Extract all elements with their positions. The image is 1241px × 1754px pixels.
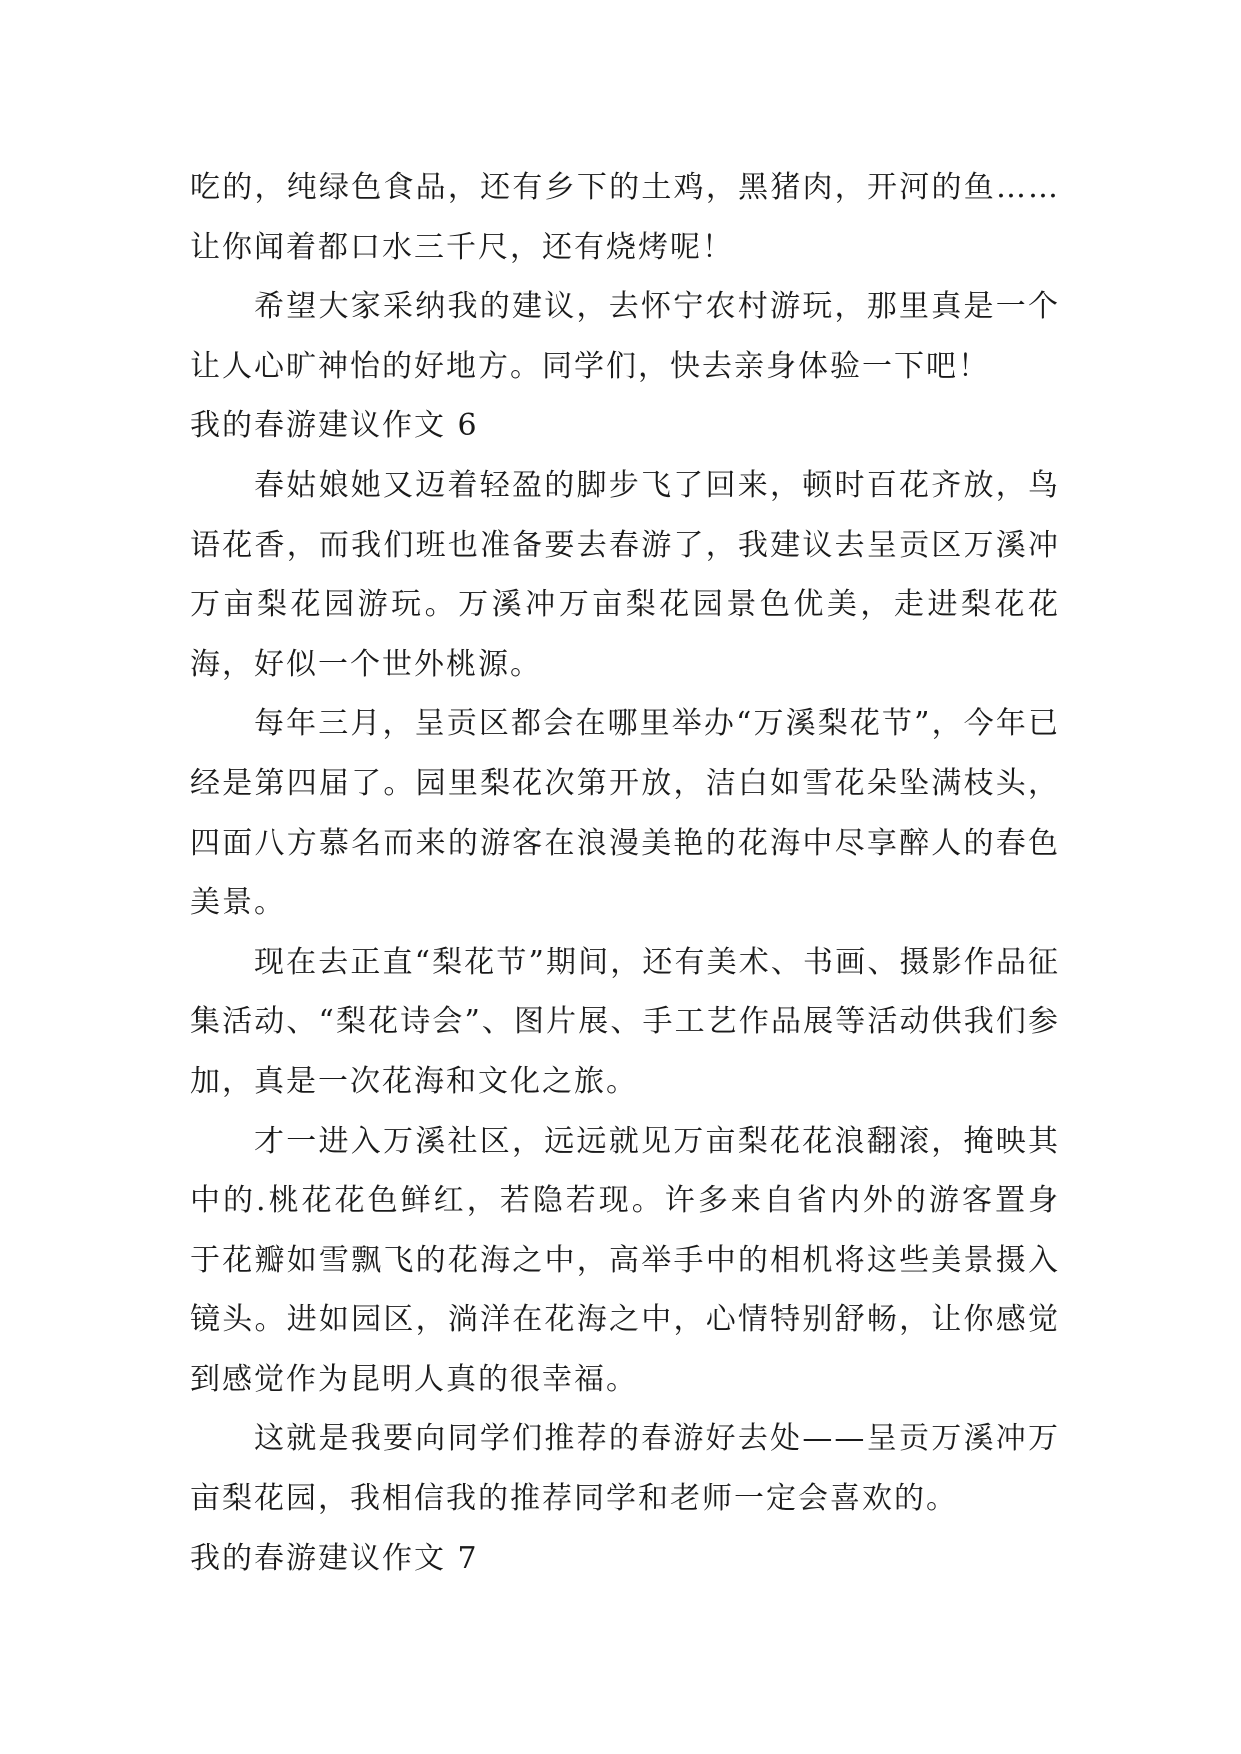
paragraph-festival-activities: 现在去正直“梨花节”期间，还有美术、书画、摄影作品征集活动、“梨花诗会”、图片展、手工艺作品展等活动供我们参加，真是一次花海和文化之旅。 xyxy=(190,944,1060,1099)
essay-title-6: 我的春游建议作文 6 xyxy=(190,408,479,444)
paragraph-continued: 吃的，纯绿色食品，还有乡下的土鸡，黑猪肉，开河的鱼……让你闻着都口水三千尺，还有烧烤呢！ xyxy=(190,170,1060,265)
paragraph-pear-festival: 每年三月，呈贡区都会在哪里举办“万溪梨花节”，今年已经是第四届了。园里梨花次第开放，洁白如雪花朵坠满枝头，四面八方慕名而来的游客在浪漫美艳的花海中尽享醉人的春色美景。 xyxy=(190,706,1060,921)
document-page xyxy=(190,158,1060,1588)
paragraph-spring-intro: 春姑娘她又迈着轻盈的脚步飞了回来，顿时百花齐放，鸟语花香，而我们班也准备要去春游了，我建议去呈贡区万溪冲万亩梨花园游玩。万溪冲万亩梨花园景色优美，走进梨花花海，好似一个世外桃源。 xyxy=(190,467,1060,682)
paragraph-suggestion-closing: 希望大家采纳我的建议，去怀宁农村游玩，那里真是一个让人心旷神怡的好地方。同学们，快去亲身体验一下吧！ xyxy=(190,289,1060,384)
essay-title-7: 我的春游建议作文 7 xyxy=(190,1540,479,1576)
paragraph-entering-community: 才一进入万溪社区，远远就见万亩梨花花浪翻滚，掩映其中的.桃花花色鲜红，若隐若现。许多来自省内外的游客置身于花瓣如雪飘飞的花海之中，高举手中的相机将这些美景摄入镜头。进如园区，淌洋在花海之中，心情特别舒畅，让你感觉到感觉作为昆明人真的很幸福。 xyxy=(190,1123,1060,1397)
paragraph-recommendation: 这就是我要向同学们推荐的春游好去处——呈贡万溪冲万亩梨花园，我相信我的推荐同学和老师一定会喜欢的。 xyxy=(190,1421,1060,1517)
